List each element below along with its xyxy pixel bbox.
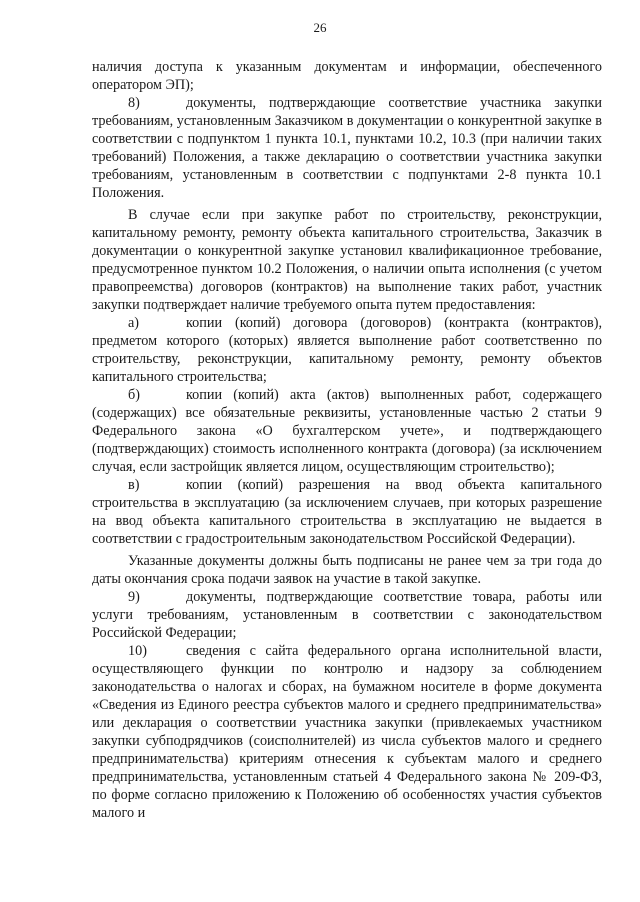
page-number: 26: [313, 20, 327, 35]
paragraph-text: Указанные документы должны быть подписаны не ранее чем за три года до даты окончания срока подачи заявок на участие в такой закупке.: [92, 553, 602, 587]
paragraph-experience: [92, 206, 602, 314]
list-item-label: а): [128, 315, 140, 331]
list-item-text: документы, подтверждающие соответствие участника закупки требованиям, установленным Заказчиком в документации о конкурентной закупке в соответствии с подпунктом 1 пункта 10.1, пунктами 10.2, 10.3 (при наличии таких требований) Положения, а также декларацию о соответствии участника закупки требованиям, установленным в соответствии с подпунктами 2-8 пункта 10.1 Положения.: [92, 95, 602, 201]
document-body: [92, 58, 602, 822]
list-item-text: копии (копий) разрешения на ввод объекта капитального строительства в эксплуатацию (за исключением случаев, при которых разрешение на ввод объекта капитального строительства в эксплуатацию не выдается в соответствии с градостроительным законодательством Российской Федерации).: [92, 477, 602, 547]
list-item-label: 9): [128, 589, 140, 605]
paragraph-text: В случае если при закупке работ по строительству, реконструкции, капитальному ремонту, ремонту объекта капитального строительства, Заказчик в документации о конкурентной закупке установил квалификационное требование, предусмотренное пунктом 10.2 Положения, о наличии опыта исполнения (с учетом правопреемства) договоров (контрактов) на выполнение таких работ, участник закупки подтверждает наличие требуемого опыта путем предоставления:: [92, 207, 602, 313]
list-item-text: документы, подтверждающие соответствие товара, работы или услуги требованиям, установленным в соответствии с законодательством Российской Федерации;: [92, 589, 602, 641]
list-item-label: в): [128, 477, 140, 493]
list-item-text: сведения с сайта федерального органа исполнительной власти, осуществляющего функции по контролю и надзору за соблюдением законодательства о налогах и сборах, на бумажном носителе в форме документа «Сведения из Единого реестра субъектов малого и среднего предпринимательства» или декларация о соответствии участника закупки (привлекаемых участником закупки субподрядчиков (соисполнителей) из числа субъектов малого и среднего предпринимательства) критериям отнесения к субъектам малого и среднего предпринимательства, установленным статьей 4 Федерального закона № 209-ФЗ, по форме согласно приложению к Положению об особенностях участия субъектов малого и: [92, 643, 602, 821]
list-item-label: б): [128, 387, 140, 403]
list-item-v: [92, 476, 602, 548]
list-item-text: копии (копий) акта (актов) выполненных работ, содержащего (содержащих) все обязательные реквизиты, установленные частью 2 статьи 9 Федерального закона «О бухгалтерском учете», и подтверждающего (подтверждающих) стоимость исполненного контракта (договора) (за исключением случая, если застройщик является лицом, осуществляющим строительство);: [92, 387, 602, 475]
list-item-text: копии (копий) договора (договоров) (контракта (контрактов), предметом которого (которых) является выполнение работ соответственно по строительству, реконструкции, капитальному ремонту, ремонту объектов капитального строительства;: [92, 315, 602, 385]
paragraph-text: наличия доступа к указанным документам и информации, обеспеченного оператором ЭП);: [92, 59, 602, 93]
list-item-9: [92, 588, 602, 642]
paragraph-signature-date: [92, 552, 602, 588]
list-item-8: [92, 94, 602, 202]
list-item-a: [92, 314, 602, 386]
list-item-label: 10): [128, 643, 147, 659]
list-item-10: [92, 642, 602, 822]
list-item-b: [92, 386, 602, 476]
paragraph-continuation: [92, 58, 602, 94]
list-item-label: 8): [128, 95, 140, 111]
